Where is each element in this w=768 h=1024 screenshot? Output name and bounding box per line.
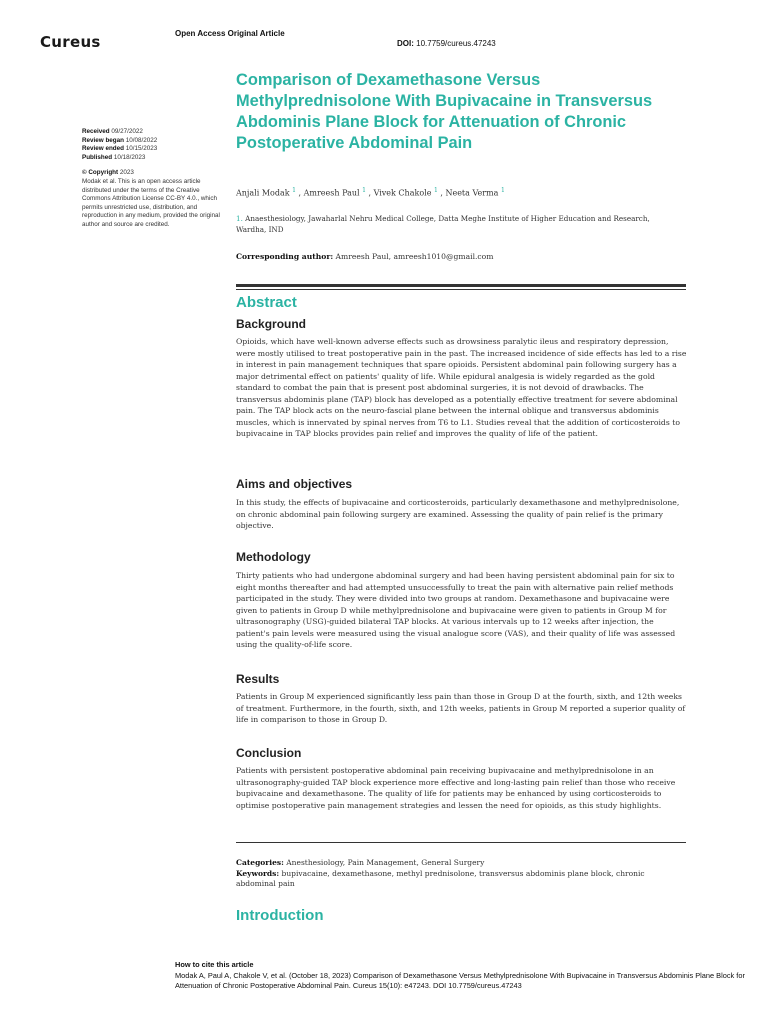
citation-box (175, 960, 745, 992)
conclusion-text: Patients with persistent postoperative abdominal pain receiving bupivacaine and methylprednisolone in an ultrasonography-guided TAP block experience more effective and long-lasting pain relief than those who receive bupivacaine and dexamethasone. The quality of life for patients may be enhanced by using corticosteroids to optimise postoperative pain management strategies and lessen the need for opioids, as this study highlights. (236, 766, 676, 810)
introduction-heading: Introduction (236, 907, 324, 924)
review-ended-value: 10/15/2023 (125, 145, 158, 153)
article-type: Open Access Original Article (175, 29, 285, 38)
received-label: Received (82, 128, 110, 135)
author-affiliation-mark: 1 (500, 187, 505, 194)
copyright-year: 2023 (119, 169, 134, 177)
divider-thick (236, 284, 686, 287)
divider-thin (236, 289, 686, 290)
background-text: Opioids, which have well-known adverse effects such as drowsiness paralytic ileus and respiratory depression, were mostly utilised to treat postoperative pain in the past. The increased incidence of side effects has led to a rise in interest in pain management techniques that spare opioids. Persistent abdominal pain following surgery has a major detrimental effect on patients' quality of life. While epidural analgesia is widely regarded as the gold standard to combat the pain that is present post abdominal surgeries, it is not devoid of drawbacks. The transversus abdominis plane (TAP) block has developed as a potentially effective treatment for severe abdominal pain. The TAP block acts on the neuro-fascial plane between the internal oblique and transversus abdominis muscles, which is innervated by spinal nerves from T6 to L1. Studies reveal that the addition of corticosteroids to bupivacaine in TAP blocks provides pain relief and improves the quality of life of the patient. (236, 337, 687, 438)
license-text: Modak et al. This is an open access article distributed under the terms of the Creative Commons Attribution License CC-BY 4.0., which permits unrestricted use, distribution, and reproduction in any medium, provided the original author and source are credited. (82, 177, 220, 228)
aims-text: In this study, the effects of bupivacaine and corticosteroids, particularly dexamethasone and methylprednisolone, on chronic abdominal pain following surgery are examined. Assessing the quality of pain relief is the primary objective. (236, 498, 680, 530)
corresponding-label: Corresponding author: (236, 252, 334, 261)
doi-value[interactable]: 10.7759/cureus.47243 (416, 39, 496, 48)
copyright-label: © Copyright (82, 169, 119, 177)
affiliation-number: 1. (236, 214, 243, 223)
methodology-heading: Methodology (236, 550, 311, 564)
doi[interactable] (397, 39, 496, 48)
aims-heading: Aims and objectives (236, 477, 353, 491)
background-heading: Background (236, 317, 307, 331)
keywords-value: bupivacaine, dexamethasone, methyl prednisolone, transversus abdominis plane block, chronic abdominal pain (236, 868, 645, 889)
affiliation-text: Anaesthesiology, Jawaharlal Nehru Medical College, Datta Meghe Institute of Higher Education and Research, Wardha, IND (236, 214, 650, 234)
published-label: Published (82, 153, 113, 161)
corresponding-value[interactable]: Amreesh Paul, amreesh1010@gmail.com (335, 252, 494, 261)
categories (236, 858, 656, 869)
author-name[interactable]: Neeta Verma (445, 188, 499, 198)
received-value: 09/27/2022 (111, 128, 143, 135)
categories-value[interactable]: Anesthesiology, Pain Management, General Surgery (286, 858, 485, 867)
conclusion-heading: Conclusion (236, 746, 302, 760)
affiliation (236, 213, 681, 235)
author-name[interactable]: Amreesh Paul (303, 188, 360, 198)
abstract-heading: Abstract (236, 294, 297, 311)
citation-heading: How to cite this article (175, 960, 254, 969)
review-began-value: 10/08/2022 (125, 136, 158, 144)
published-date (82, 154, 222, 163)
author-name[interactable]: Vivek Chakole (373, 188, 432, 198)
review-began-label: Review began (82, 136, 124, 144)
received-date (82, 128, 222, 137)
author-affiliation-mark: 1 (362, 187, 366, 194)
article-metadata (236, 858, 656, 890)
keywords (236, 869, 656, 890)
review-began-date (82, 137, 222, 146)
keywords-label: Keywords: (236, 868, 280, 878)
results-heading: Results (236, 672, 280, 686)
citation-text: Modak A, Paul A, Chakole V, et al. (October 18, 2023) Comparison of Dexamethasone Versus Methylprednisolone With Bupivacaine in Transversus Abdominis Plane Block for Attenuation of Chronic Postoperative Abdominal Pain. Cureus 15(10): e47243. DOI 10.7759/cureus.47243 (175, 970, 745, 990)
author-list: Anjali Modak $^1$ , Amreesh Paul $^1$ , Vivek Chakole $^1$ , Neeta Verma $^1$ (236, 187, 505, 198)
review-ended-date (82, 145, 222, 154)
review-ended-label: Review ended (82, 145, 124, 153)
methodology-text: Thirty patients who had undergone abdominal surgery and had been having persistent abdominal pain for six to eight months thereafter and had attempted unsuccessfully to treat the pain with alternative pain relief methods participated in the study. They were divided into two groups at random. Dexamethasone and bupivacaine were given to patients in Group D while methylprednisolone and bupivacaine were given to patients in Group M for ultrasonography (USG)-guided bilateral TAP blocks. At various intervals up to 12 weeks after injection, the patient's pain levels were measured using the visual analogue score (VAS), and their quality of life was assessed using the quality-of-life score. (236, 571, 676, 649)
author-affiliation-mark: 1 (433, 187, 438, 194)
corresponding-author (236, 252, 493, 261)
article-title: Comparison of Dexamethasone Versus Methylprednisolone With Bupivacaine in Transversus Abdominis Plane Block for Attenuation of Chronic Postoperative Abdominal Pain (236, 71, 653, 152)
copyright (82, 169, 222, 178)
doi-label: DOI: (397, 39, 414, 48)
divider-keywords (236, 842, 686, 843)
published-value: 10/18/2023 (113, 153, 146, 161)
article-history (82, 128, 222, 230)
author-affiliation-mark: 1 (292, 187, 296, 194)
author-name[interactable]: Anjali Modak (236, 188, 290, 198)
results-text: Patients in Group M experienced significantly less pain than those in Group D at the fourth, sixth, and 12th weeks of treatment. Furthermore, in the fourth, sixth, and 12th weeks, patients in Group M reported a superior quality of life in comparison to those in Group D. (236, 692, 686, 724)
categories-label: Categories: (236, 858, 284, 867)
journal-logo[interactable]: Cureus (40, 33, 101, 51)
